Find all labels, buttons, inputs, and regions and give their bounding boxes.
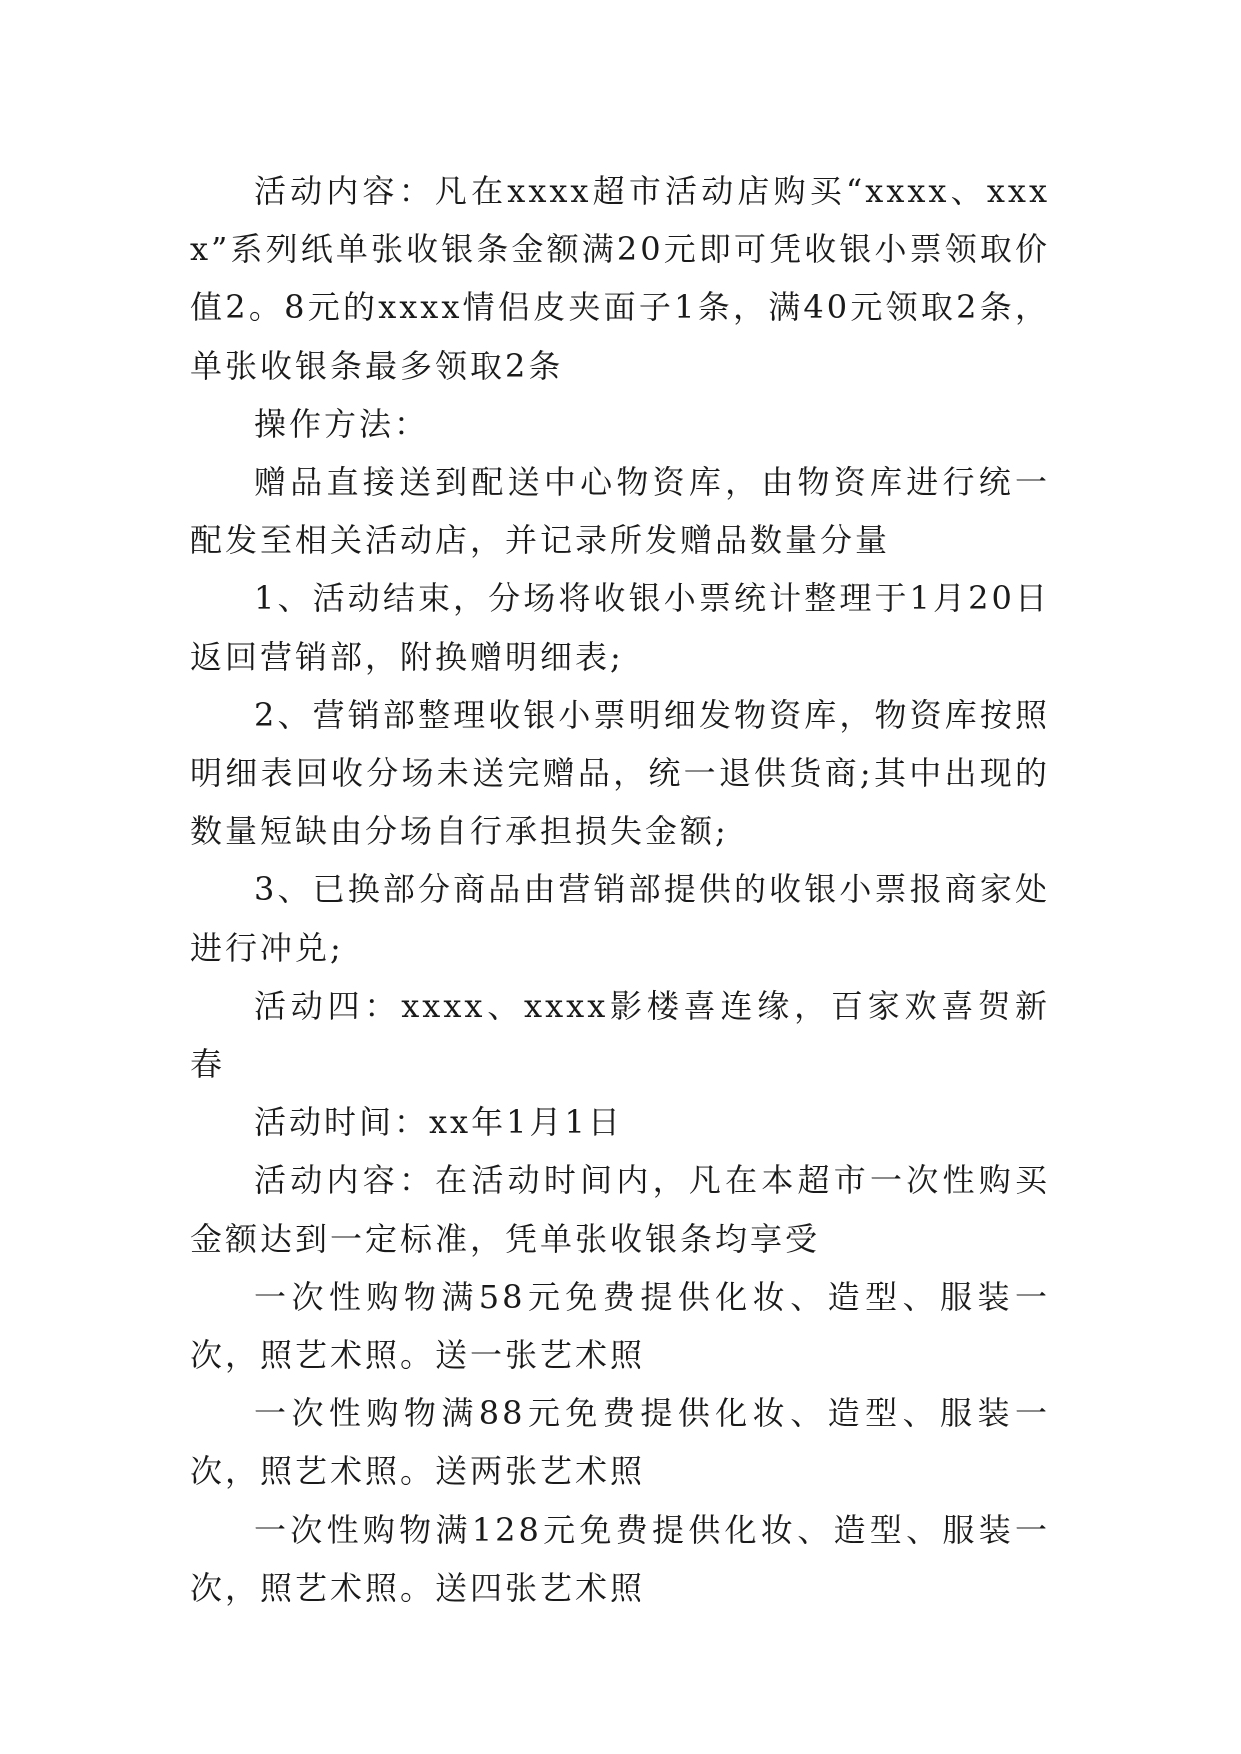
paragraph-tier-58: 一次性购物满58元免费提供化妆、造型、服装一次，照艺术照。送一张艺术照 [190,1277,1050,1375]
paragraph-operation-method: 操作方法： [254,404,430,443]
paragraph-gift-delivery: 赠品直接送到配送中心物资库，由物资库进行统一配发至相关活动店，并记录所发赠品数量分量 [190,463,1050,560]
paragraph-step-3: 3、已换部分商品由营销部提供的收银小票报商家处进行冲兑; [190,870,1050,967]
paragraph-tier-88: 一次性购物满88元免费提供化妆、造型、服装一次，照艺术照。送两张艺术照 [190,1394,1050,1491]
paragraph-step-2: 2、营销部整理收银小票明细发物资库，物资库按照明细表回收分场未送完赠品，统一退供货商;其中出现的数量短缺由分场自行承担损失金额; [190,695,1050,851]
document-body [190,162,1050,1617]
paragraph-activity-content: 活动内容：凡在xxxx超市活动店购买“xxxx、xxxx”系列纸单张收银条金额满20元即可凭收银小票领取价值2。8元的xxxx情侣皮夹面子1条，满40元领取2条，单张收银条最多领取2条 [190,172,1050,385]
paragraph-tier-128: 一次性购物满128元免费提供化妆、造型、服装一次，照艺术照。送四张艺术照 [190,1510,1050,1607]
paragraph-step-1: 1、活动结束，分场将收银小票统计整理于1月20日返回营销部，附换赠明细表; [190,579,1050,676]
paragraph-activity-four-content: 活动内容：在活动时间内，凡在本超市一次性购买金额达到一定标准，凭单张收银条均享受 [190,1161,1050,1258]
paragraph-activity-four: 活动四：xxxx、xxxx影楼喜连缘，百家欢喜贺新春 [190,986,1050,1084]
paragraph-activity-time: 活动时间：xx年1月1日 [254,1103,623,1142]
